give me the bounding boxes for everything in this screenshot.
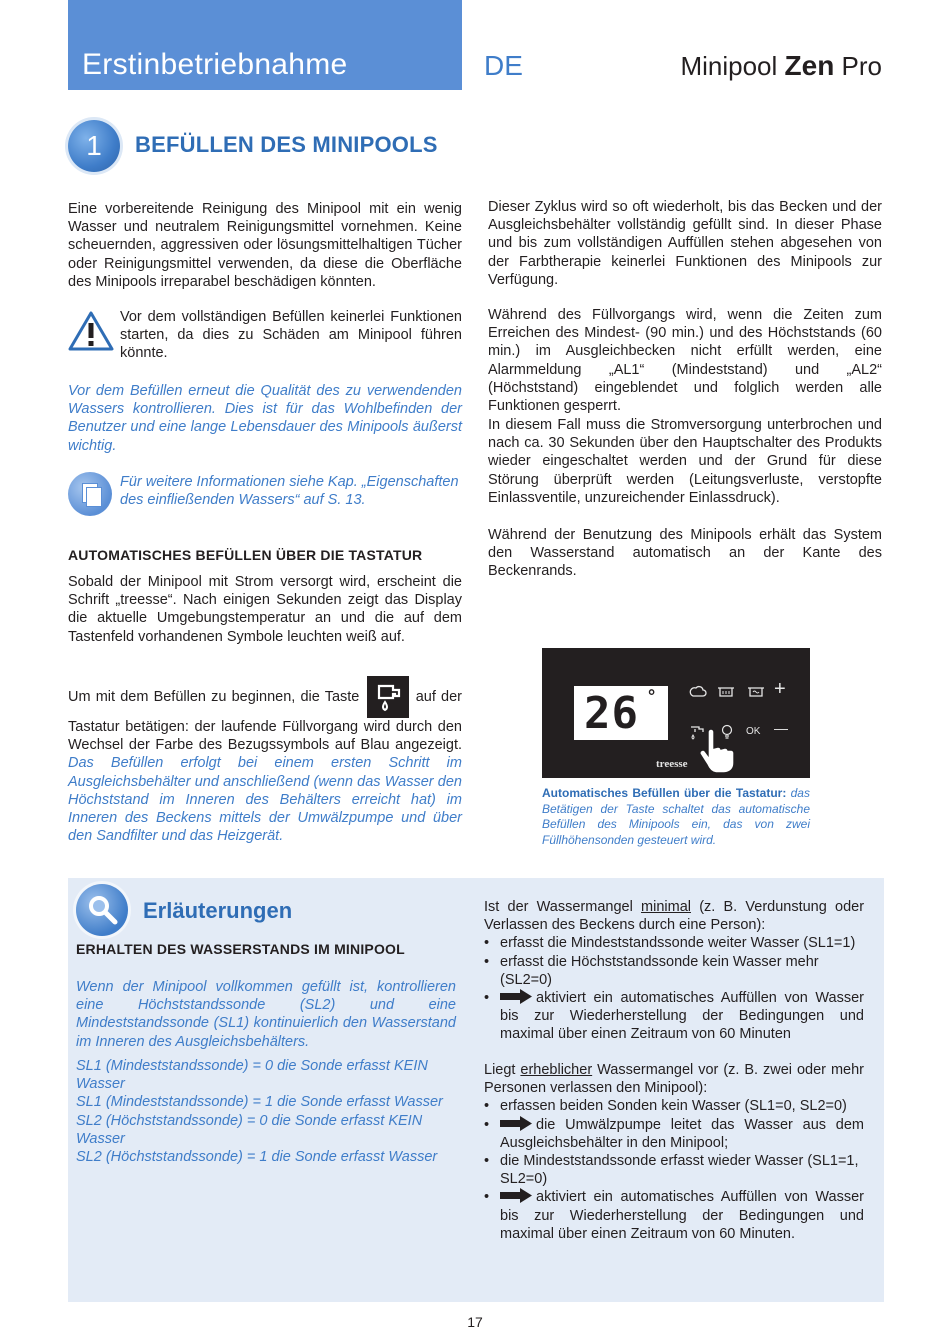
minimal-text-b: (z. B. Verdunstung oder Verlassen des Beckens durch eine Person): bbox=[484, 899, 865, 934]
jets-icon bbox=[716, 684, 736, 698]
list-item: • erfasst die Mindeststandssonde weiter Wasser (SL1=1) bbox=[484, 934, 864, 952]
lcd-temperature: 26 bbox=[584, 688, 639, 739]
list-item bbox=[484, 1116, 864, 1152]
caption-bold: Automatisches Befüllen über die Tastatur: bbox=[542, 786, 787, 800]
plus-icon: + bbox=[774, 678, 786, 700]
pressing-hand-icon bbox=[698, 728, 736, 774]
list-item: • erfassen beiden Sonden kein Wasser (SL1=0, SL2=0) bbox=[484, 1097, 864, 1115]
intro-paragraph: Eine vorbereitende Reinigung des Minipool mit ein wenig Wasser und neutralem Reinigungsmittel vornehmen. Keine scheuernden, aggressiven oder lösungsmittelhaltigen Tücher oder Reinigungsmittel verwenden, da diese die Oberfläche des Minipools irreparabel beschädigen könnten. bbox=[68, 201, 462, 290]
start-text-b: auf der Tastatur betätigen: der laufende Füllvorgang wird durch den Wechsel der Farbe des Bezugssymbols auf Blau angezeigt. bbox=[68, 688, 462, 754]
minimal-list bbox=[484, 934, 864, 1043]
start-fill-paragraph bbox=[68, 676, 462, 845]
alarm-paragraph: Während des Füllvorgangs wird, wenn die Zeiten zum Erreichen des Mindest- (90 min.) und des Höchststands (60 min.) im Ausgleichbecken nicht erfüllt werden, eine Alarmmeldung „AL1“ (Mindeststand) und „AL2“ (Höchststand) eingeblendet und folglich werden alle Funktionen gesperrt. bbox=[488, 307, 882, 415]
probe-intro: Wenn der Minipool vollkommen gefüllt ist, kontrollieren eine Höchststandssonde (SL2) und eine Mindeststandssonde (SL1) kontinuierlich den Wasserstand im Inneren des Ausgleichsbehälters. bbox=[76, 979, 456, 1050]
caption-text: das Betätigen der Taste schaltet das automatische Befüllen des Minipools ein, das von zwei Füllhöhensonden gesteuert wird. bbox=[542, 786, 810, 847]
list-item: • erfasst die Höchststandssonde kein Wasser mehr (SL2=0) bbox=[484, 953, 864, 989]
major-shortage bbox=[484, 1061, 864, 1243]
water-level-subheading: ERHALTEN DES WASSERSTANDS IM MINIPOOL bbox=[76, 941, 405, 957]
list-item-text: aktiviert ein automatisches Auffüllen von Wasser bis zur Wiederherstellung der Bedingungen und maximal über einen Zeitraum von 60 Minuten. bbox=[500, 1189, 864, 1242]
start-text-italic: Das Befüllen erfolgt bei einem ersten Schritt im Ausgleichsbehälter und anschließend (wenn das Wasser den Höchststand im Inneren des Behälters erreicht hat) im Inneren des Beckens mittels der Umwälzpumpe und über den Sandfilter und das Heizgerät. bbox=[68, 755, 462, 845]
step-number-badge: 1 bbox=[68, 120, 120, 172]
major-text-b: Wassermangel vor (z. B. zwei oder mehr Personen verlassen den Minipool): bbox=[484, 1062, 864, 1097]
minimal-shortage bbox=[484, 898, 864, 1044]
list-item bbox=[484, 989, 864, 1044]
page-title: Erstinbetriebnahme bbox=[82, 48, 348, 81]
product-name bbox=[680, 50, 882, 82]
probe-def: SL1 (Mindeststandssonde) = 1 die Sonde erfasst Wasser bbox=[76, 1094, 443, 1111]
water-tap-icon bbox=[367, 676, 409, 718]
document-info-icon bbox=[68, 472, 112, 516]
page-number: 17 bbox=[467, 1314, 483, 1330]
quality-note: Vor dem Befüllen erneut die Qualität des zu verwendenden Wassers kontrollieren. Dies ist für das Wohlbefinden der Benutzer und eine lange Lebensdauer des Minipools äußerst wichtig. bbox=[68, 383, 462, 454]
panel-caption bbox=[542, 786, 810, 848]
auto-fill-paragraph: Sobald der Minipool mit Strom versorgt wird, erscheint die Schrift „treesse“. Nach einigen Sekunden zeigt das Display die aktuelle Umgebungstemperatur an und die auf dem Tastenfeld vorhandenen Symbole leuchten weiß auf. bbox=[68, 574, 462, 645]
list-item-text: aktiviert ein automatisches Auffüllen von Wasser bis zur Wiederherstellung der Bedingungen und maximal über einen Zeitraum von 60 Minuten bbox=[500, 990, 864, 1043]
brand-logo: treesse bbox=[656, 758, 688, 770]
warning-text: Vor dem vollständigen Befüllen keinerlei Funktionen starten, da dies zu Schäden am Minipool führen könnte. bbox=[120, 309, 462, 362]
cloud-icon bbox=[688, 684, 708, 698]
cycle-paragraph: Dieser Zyklus wird so oft wiederholt, bis das Becken und der Ausgleichsbehälter vollständig gefüllt sind. In dieser Phase und bis zum vollständigen Auffüllen stehen abgesehen von der Farbtherapie keinerlei Funktionen des Minipools zur Verfügung. bbox=[488, 199, 882, 288]
product-suffix: Pro bbox=[841, 51, 882, 81]
major-text-a: Liegt bbox=[484, 1062, 516, 1078]
list-item: • die Mindeststandssonde erfasst wieder Wasser (SL1=1, SL2=0) bbox=[484, 1152, 864, 1188]
warning-icon bbox=[68, 310, 114, 352]
arrow-right-icon bbox=[500, 989, 532, 1004]
usage-paragraph: Während der Benutzung des Minipools erhält das System den Wasserstand automatisch an der Kante des Beckenrands. bbox=[488, 527, 882, 580]
magnifier-icon bbox=[76, 884, 128, 936]
probe-definitions bbox=[76, 1057, 456, 1166]
lcd-display bbox=[574, 686, 668, 740]
language-code: DE bbox=[484, 50, 523, 81]
ok-label: OK bbox=[746, 726, 761, 737]
arrow-right-icon bbox=[500, 1188, 532, 1203]
minus-icon: — bbox=[774, 720, 788, 736]
product-bold: Zen bbox=[784, 50, 835, 81]
list-item bbox=[484, 1188, 864, 1243]
major-list bbox=[484, 1097, 864, 1243]
power-paragraph: In diesem Fall muss die Stromversorgung unterbrochen und nach ca. 30 Sekunden über den Hauptschalter des Produkts wieder eingeschaltet werden und der Grund für diese Störung überprüft werden (Leitungsverluste, verstopfte Einlassventile, unzureichender Einlassdruck). bbox=[488, 417, 882, 506]
major-underlined: erheblicher bbox=[520, 1062, 593, 1078]
start-text-a: Um mit dem Befüllen zu beginnen, die Taste bbox=[68, 688, 360, 705]
list-item-text: die Umwälzpumpe leitet das Wasser aus dem Ausgleichsbehälter in den Minipool; bbox=[500, 1116, 864, 1151]
probe-def: SL1 (Mindeststandssonde) = 0 die Sonde erfasst KEIN Wasser bbox=[76, 1058, 428, 1093]
arrow-right-icon bbox=[500, 1116, 532, 1131]
probe-def: SL2 (Höchststandssonde) = 1 die Sonde erfasst Wasser bbox=[76, 1149, 438, 1166]
info-note: Für weitere Informationen siehe Kap. „Eigenschaften des einfließenden Wassers“ auf S. 13. bbox=[120, 474, 459, 509]
lcd-degree: ° bbox=[648, 686, 656, 706]
section-title: BEFÜLLEN DES MINIPOOLS bbox=[135, 132, 438, 157]
auto-fill-subheading: AUTOMATISCHES BEFÜLLEN ÜBER DIE TASTATUR bbox=[68, 547, 423, 563]
box-title: Erläuterungen bbox=[143, 898, 293, 923]
major-intro bbox=[484, 1061, 864, 1097]
minimal-underlined: minimal bbox=[641, 899, 691, 915]
minimal-text-a: Ist der Wassermangel bbox=[484, 899, 633, 915]
minimal-intro bbox=[484, 898, 864, 934]
header-bar bbox=[68, 0, 462, 90]
product-prefix: Minipool bbox=[680, 51, 778, 81]
probe-def: SL2 (Höchststandssonde) = 0 die Sonde erfasst KEIN Wasser bbox=[76, 1112, 423, 1147]
control-panel-image bbox=[542, 648, 810, 778]
heater-icon bbox=[746, 684, 766, 698]
